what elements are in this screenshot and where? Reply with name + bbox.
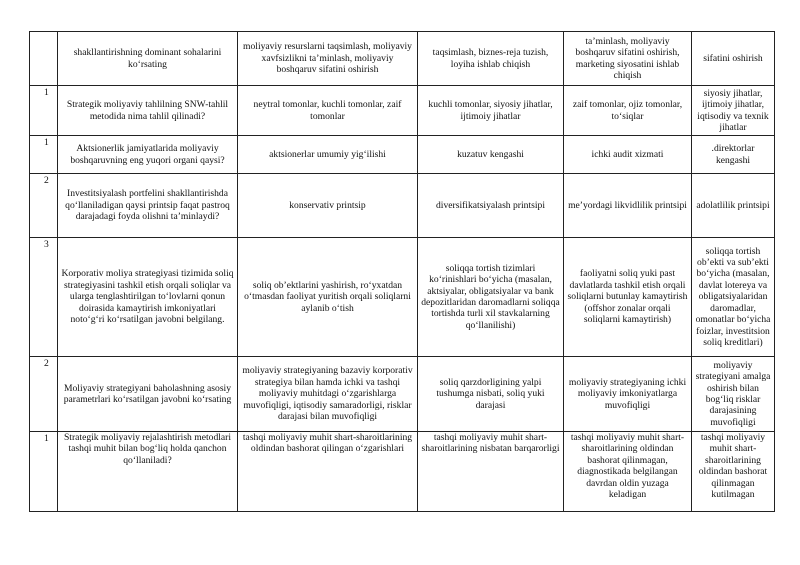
question-number: 1	[30, 432, 58, 512]
answer-option-2: taqsimlash, biznes-reja tuzish, loyiha ishlab chiqish	[418, 32, 564, 86]
answer-option-4: soliqqa tortish ob’ekti va sub’ekti bo‘yicha (masalan, davlat lotereya va obligatsiyalaridan daromadlar, omonatlar bo‘yicha foizlar, investitsion soliq kreditlari)	[692, 238, 775, 357]
answer-option-3: ichki audit xizmati	[564, 136, 692, 174]
answer-option-3: me’yordagi likvidlilik printsipi	[564, 174, 692, 238]
table-row	[30, 136, 775, 174]
questions-table	[29, 31, 775, 512]
question-text: Investitsiyalash portfelini shakllantirishda qo‘llaniladigan qaysi printsip faqat pastroq darajadagi foyda olishni ta’minlaydi?	[58, 174, 238, 238]
answer-option-2: kuzatuv kengashi	[418, 136, 564, 174]
question-number: 1	[30, 136, 58, 174]
answer-option-3: tashqi moliyaviy muhit shart-sharoitlarining oldindan bashorat qilinmagan, diagnostikada belgilangan davrdan oldin yuzaga keladigan	[564, 432, 692, 512]
question-text: Korporativ moliya strategiyasi tizimida soliq strategiyasini tashkil etish orqali soliqlar va ularga tenglashtirilgan to‘lovlarni qonun doirasida kamaytirish imkoniyatlari noto‘g‘ri ko‘rsatilgan javobni belgilang.	[58, 238, 238, 357]
answer-option-1: soliq ob’ektlarini yashirish, ro‘yxatdan o‘tmasdan faoliyat yuritish orqali soliqlarni aylanib o‘tish	[238, 238, 418, 357]
answer-option-4: moliyaviy strategiyani amalga oshirish bilan bog‘liq risklar darajasining muvofiqligi	[692, 357, 775, 432]
answer-option-4: siyosiy jihatlar, ijtimoiy jihatlar, iqtisodiy va texnik jihatlar	[692, 86, 775, 136]
table-row	[30, 32, 775, 86]
answer-option-3: moliyaviy strategiyaning ichki moliyaviy imkoniyatlarga muvofiqligi	[564, 357, 692, 432]
answer-option-2: diversifikatsiyalash printsipi	[418, 174, 564, 238]
question-number: 2	[30, 174, 58, 238]
answer-option-3: ta’minlash, moliyaviy boshqaruv sifatini oshirish, marketing siyosatini ishlab chiqish	[564, 32, 692, 86]
answer-option-3: zaif tomonlar, ojiz tomonlar, to‘siqlar	[564, 86, 692, 136]
answer-option-1: moliyaviy resurslarni taqsimlash, moliyaviy xavfsizlikni ta’minlash, moliyaviy boshqaruv sifatini oshirish	[238, 32, 418, 86]
table-row	[30, 174, 775, 238]
answer-option-4: adolatlilik printsipi	[692, 174, 775, 238]
question-number	[30, 32, 58, 86]
answer-option-4: .direktorlar kengashi	[692, 136, 775, 174]
answer-option-2: tashqi moliyaviy muhit shart-sharoitlarining nisbatan barqarorligi	[418, 432, 564, 512]
answer-option-1: neytral tomonlar, kuchli tomonlar, zaif tomonlar	[238, 86, 418, 136]
answer-option-1: konservativ printsip	[238, 174, 418, 238]
answer-option-2: kuchli tomonlar, siyosiy jihatlar, ijtimoiy jihatlar	[418, 86, 564, 136]
question-text: Strategik moliyaviy rejalashtirish metodlari tashqi muhit bilan bog‘liq holda qanchon qo‘llaniladi?	[58, 432, 238, 512]
answer-option-3: faoliyatni soliq yuki past davlatlarda tashkil etish orqali soliqlarni butunlay kamaytirish (offshor zonalar orqali soliqlarni kamaytirish)	[564, 238, 692, 357]
question-number: 2	[30, 357, 58, 432]
question-text: Strategik moliyaviy tahlilning SNW-tahlil metodida nima tahlil qilinadi?	[58, 86, 238, 136]
table-row	[30, 357, 775, 432]
answer-option-2: soliq qarzdorligining yalpi tushumga nisbati, soliq yuki darajasi	[418, 357, 564, 432]
answer-option-4: sifatini oshirish	[692, 32, 775, 86]
answer-option-1: aktsionerlar umumiy yig‘ilishi	[238, 136, 418, 174]
table-row	[30, 238, 775, 357]
question-number: 1	[30, 86, 58, 136]
answer-option-1: moliyaviy strategiyaning bazaviy korporativ strategiya bilan hamda ichki va tashqi moliyaviy muhitdagi o‘zgarishlarga muvofiqligi, iqtisodiy samaradorligi, risklar darajasi bilan muvofiqligi	[238, 357, 418, 432]
question-text: Moliyaviy strategiyani baholashning asosiy parametrlari ko‘rsatilgan javobni ko‘rsating	[58, 357, 238, 432]
question-number: 3	[30, 238, 58, 357]
question-text: Aktsionerlik jamiyatlarida moliyaviy boshqaruvning eng yuqori organi qaysi?	[58, 136, 238, 174]
answer-option-1: tashqi moliyaviy muhit shart-sharoitlarining oldindan bashorat qilingan o‘zgarishlari	[238, 432, 418, 512]
answer-option-2: soliqqa tortish tizimlari ko‘rinishlari bo‘yicha (masalan, aktsiyalar, obligatsiyalar va bank depozitlaridan daromadlarni soliqqa tortishda turli xil stavkalarning qo‘llanilishi)	[418, 238, 564, 357]
answer-option-4: tashqi moliyaviy muhit shart-sharoitlarining oldindan bashorat qilinmagan kutilmagan	[692, 432, 775, 512]
table-row	[30, 432, 775, 512]
table-row	[30, 86, 775, 136]
question-text: shakllantirishning dominant sohalarini ko‘rsating	[58, 32, 238, 86]
